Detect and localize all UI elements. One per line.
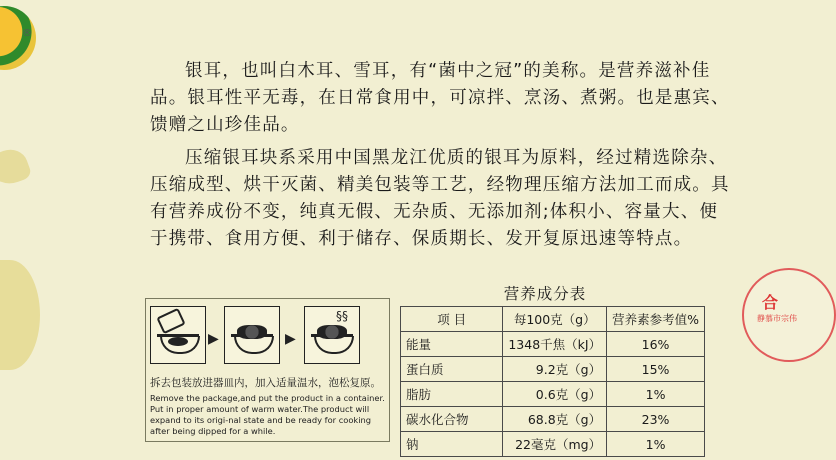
nutrition-table: [400, 306, 705, 457]
usage-instruction-chinese: 拆去包装放进器皿内，加入适量温水，泡松复原。: [150, 377, 381, 389]
table-header-row: [401, 307, 705, 332]
usage-instructions-panel: [145, 298, 390, 442]
step-soak-icon: [224, 306, 280, 364]
nutrient-name: 能量: [401, 332, 503, 357]
nutrient-nrv: 16%: [607, 332, 705, 357]
nutrient-nrv: 15%: [607, 357, 705, 382]
arrow-right-icon: ▶: [208, 331, 219, 347]
arrow-right-icon: ▶: [285, 331, 296, 347]
nutrient-name: 碳水化合物: [401, 407, 503, 432]
nutrition-table-title: 营养成分表: [503, 285, 587, 303]
nutrient-per-100g: 68.8克（g）: [503, 407, 607, 432]
column-header-item: 项 目: [401, 307, 503, 332]
nutrient-name: 钠: [401, 432, 503, 457]
nutrient-name: 蛋白质: [401, 357, 503, 382]
table-row: [401, 357, 705, 382]
column-header-nrv: 营养素参考值%: [607, 307, 705, 332]
table-row: [401, 382, 705, 407]
nutrient-per-100g: 9.2克（g）: [503, 357, 607, 382]
description-paragraph-2: 压缩银耳块系采用中国黑龙江优质的银耳为原料，经过精选除杂、压缩成型、烘干灭菌、精美包装等工艺，经物理压缩方法加工而成。具有营养成份不变，纯真无假、无杂质、无添加剂;体积小、容量大、便于携带、食用方便、利于储存、保质期长、发开复原迅速等特点。: [150, 148, 730, 249]
stamp-subtext: 静慕市宗伟: [757, 314, 797, 323]
product-description: [150, 58, 730, 259]
nutrient-name: 脂肪: [401, 382, 503, 407]
nutrient-per-100g: 22毫克（mg）: [503, 432, 607, 457]
nutrient-nrv: 1%: [607, 432, 705, 457]
stamp-text: 合: [762, 293, 779, 312]
nutrient-nrv: 1%: [607, 382, 705, 407]
step-pour-water-icon: [150, 306, 206, 364]
nutrient-per-100g: 0.6克（g）: [503, 382, 607, 407]
table-row: [401, 332, 705, 357]
decorative-shape: [0, 145, 33, 190]
usage-instruction-english: Remove the package,and put the product in a container. Put in proper amount of warm water.The product will expand to its origi-nal state and be ready for cooking after being dipped for a while.: [150, 393, 385, 436]
column-header-per-100g: 每100克（g）: [503, 307, 607, 332]
nutrient-per-100g: 1348千焦（kJ）: [503, 332, 607, 357]
table-row: [401, 407, 705, 432]
description-paragraph-1: 银耳，也叫白木耳、雪耳，有“菌中之冠”的美称。是营养滋补佳品。银耳性平无毒，在日常食用中，可凉拌、烹汤、煮粥。也是惠宾、馈赠之山珍佳品。: [150, 61, 730, 135]
registered-mark: ®: [22, 28, 32, 39]
decorative-shape: [0, 260, 40, 370]
step-restored-icon: §§: [304, 306, 360, 364]
nutrient-nrv: 23%: [607, 407, 705, 432]
table-row: [401, 432, 705, 457]
